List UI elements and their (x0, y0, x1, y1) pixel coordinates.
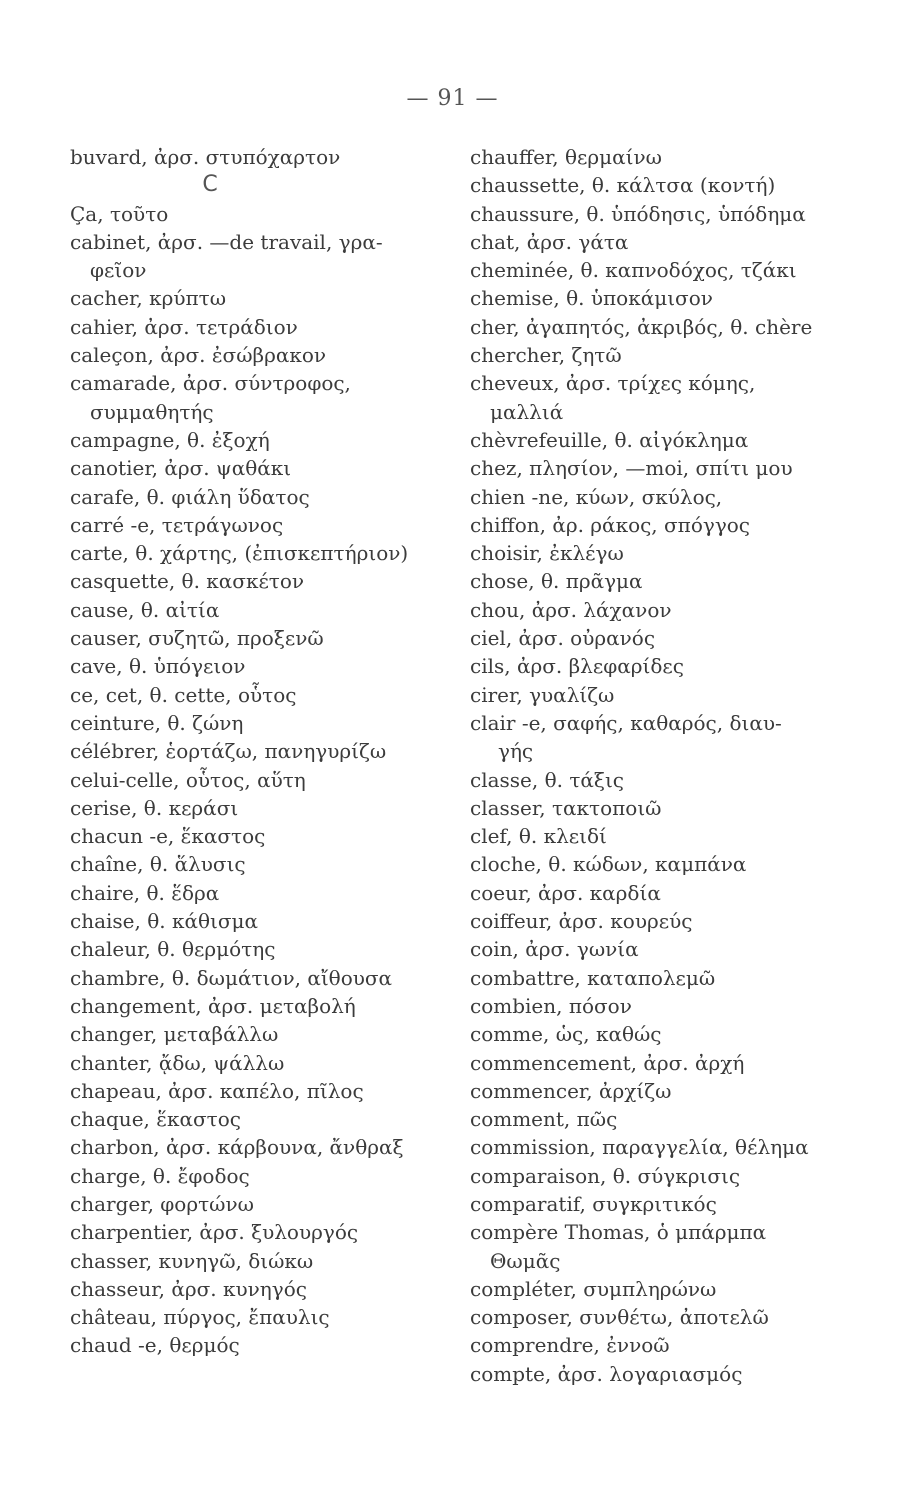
dictionary-entry: comment, πῶς (470, 1107, 618, 1132)
entry-continuation: φεῖον (90, 258, 147, 283)
entry-continuation: συμμαθητής (90, 399, 214, 424)
dictionary-entry: carte, θ. χάρτης, (ἐπισκεπτήριον) (70, 541, 409, 566)
dictionary-entry: classe, θ. τάξις (470, 767, 624, 792)
dictionary-entry: choisir, ἐκλέγω (470, 541, 624, 566)
dictionary-entry: commencer, ἀρχίζω (470, 1078, 672, 1103)
dictionary-entry: commencement, ἀρσ. ἀρχή (470, 1050, 745, 1075)
dictionary-entry: cerise, θ. κεράσι (70, 795, 239, 820)
dictionary-entry: cabinet, ἀρσ. —de travail, γρα- (70, 229, 383, 254)
dictionary-entry: composer, συνθέτω, ἀποτελῶ (470, 1305, 769, 1330)
dictionary-entry: charpentier, ἀρσ. ξυλουργός (70, 1220, 359, 1245)
dictionary-entry: chaîne, θ. ἅλυσις (70, 852, 246, 877)
dictionary-entry: célébrer, ἑορτάζω, πανηγυρίζω (70, 739, 387, 764)
dictionary-entry: buvard, ἀρσ. στυπόχαρτον (70, 145, 341, 169)
entry-continuation: μαλλιά (490, 399, 564, 424)
dictionary-entry: comme, ὡς, καθώς (470, 1022, 662, 1047)
section-letter: C (202, 172, 218, 198)
dictionary-entry: charge, θ. ἔφοδος (70, 1163, 250, 1188)
dictionary-entry: compte, ἀρσ. λογαριασμός (470, 1361, 743, 1386)
dictionary-entry: ce, cet, θ. cette, οὗτος (70, 682, 297, 707)
dictionary-entry: chaire, θ. ἕδρα (70, 880, 220, 905)
right-column (470, 143, 875, 1388)
dictionary-entry: chercher, ζητῶ (470, 343, 622, 368)
dictionary-entry: château, πύργος, ἔπαυλις (70, 1305, 330, 1330)
entry-continuation: γής (498, 739, 534, 764)
dictionary-entry: charbon, ἀρσ. κάρβουνα, ἄνθραξ (70, 1135, 404, 1160)
dictionary-entry: cils, ἀρσ. βλεφαρίδες (470, 654, 684, 679)
left-column (70, 143, 440, 1360)
dictionary-entry: cher, ἀγαπητός, ἀκριβός, θ. chère (470, 314, 813, 339)
dictionary-entry: cause, θ. αἰτία (70, 597, 220, 622)
dictionary-entry: chapeau, ἀρσ. καπέλο, πῖλος (70, 1078, 364, 1103)
dictionary-entry: combien, πόσον (470, 993, 632, 1018)
dictionary-entry: chaud -e, θερμός (70, 1333, 240, 1358)
dictionary-entry: Ça, τοῦτο (70, 201, 169, 226)
dictionary-entry: chaussette, θ. κάλτσα (κοντή) (470, 173, 776, 198)
dictionary-entry: comprendre, ἐννοῶ (470, 1333, 670, 1358)
dictionary-entry: chez, πλησίον, —moi, σπίτι μου (470, 456, 793, 481)
dictionary-entry: cirer, γυαλίζω (470, 682, 615, 707)
dictionary-entry: chaleur, θ. θερμότης (70, 937, 276, 962)
dictionary-entry: charger, φορτώνω (70, 1191, 254, 1216)
dictionary-entry: chaise, θ. κάθισμα (70, 909, 259, 934)
dictionary-entry: chiffon, ἀρ. ράκος, σπόγγος (470, 512, 751, 537)
dictionary-entry: cacher, κρύπτω (70, 286, 227, 311)
dictionary-entry: ciel, ἀρσ. οὐρανός (470, 626, 656, 651)
dictionary-entry: chien -ne, κύων, σκύλος, (470, 484, 723, 509)
dictionary-entry: chambre, θ. δωμάτιον, αἴθουσα (70, 965, 393, 990)
dictionary-entry: chaque, ἕκαστος (70, 1107, 241, 1132)
dictionary-entry: ceinture, θ. ζώνη (70, 710, 244, 735)
dictionary-entry: compère Thomas, ὁ μπάρμπα (470, 1220, 767, 1245)
dictionary-entry: causer, συζητῶ, προξενῶ (70, 626, 324, 651)
dictionary-entry: canotier, ἀρσ. ψαθάκι (70, 456, 292, 481)
page-number: — 91 — (406, 86, 499, 111)
dictionary-entry: chose, θ. πρᾶγμα (470, 569, 643, 594)
dictionary-entry: comparaison, θ. σύγκρισις (470, 1163, 741, 1188)
dictionary-entry: chat, ἀρσ. γάτα (470, 229, 629, 254)
dictionary-entry: combattre, καταπολεμῶ (470, 965, 716, 990)
dictionary-entry: compléter, συμπληρώνω (470, 1276, 717, 1301)
dictionary-entry: celui-celle, οὗτος, αὕτη (70, 767, 306, 792)
dictionary-entry: chou, ἀρσ. λάχανον (470, 597, 672, 622)
dictionary-entry: camarade, ἀρσ. σύντροφος, (70, 371, 351, 396)
dictionary-entry: cloche, θ. κώδων, καμπάνα (470, 852, 747, 877)
dictionary-entry: coiffeur, ἀρσ. κουρεύς (470, 909, 693, 934)
dictionary-entry: chasseur, ἀρσ. κυνηγός (70, 1276, 307, 1301)
dictionary-entry: commission, παραγγελία, θέλημα (470, 1135, 809, 1160)
dictionary-entry: cahier, ἀρσ. τετράδιον (70, 314, 298, 339)
dictionary-entry: cheveux, ἀρσ. τρίχες κόμης, (470, 371, 756, 396)
dictionary-entry: coeur, ἀρσ. καρδία (470, 880, 661, 905)
dictionary-entry: changer, μεταβάλλω (70, 1022, 279, 1047)
dictionary-entry: casquette, θ. κασκέτον (70, 569, 305, 594)
dictionary-entry: clair -e, σαφής, καθαρός, διαυ- (470, 710, 782, 735)
dictionary-entry: chanter, ᾄδω, ψάλλω (70, 1050, 285, 1075)
dictionary-entry: chaussure, θ. ὑπόδησις, ὑπόδημα (470, 201, 806, 226)
dictionary-entry: coin, ἀρσ. γωνία (470, 937, 639, 962)
dictionary-entry: cheminée, θ. καπνοδόχος, τζάκι (470, 258, 797, 283)
dictionary-entry: campagne, θ. ἐξοχή (70, 427, 270, 452)
dictionary-entry: cave, θ. ὑπόγειον (70, 654, 246, 679)
dictionary-entry: carafe, θ. φιάλη ὕδατος (70, 484, 310, 509)
dictionary-entry: comparatif, συγκριτικός (470, 1191, 717, 1216)
dictionary-entry: clef, θ. κλειδί (470, 824, 607, 849)
dictionary-entry: classer, τακτοποιῶ (470, 795, 662, 820)
dictionary-entry: changement, ἀρσ. μεταβολή (70, 993, 356, 1018)
dictionary-entry: chauffer, θερμαίνω (470, 145, 662, 169)
dictionary-entry: chèvrefeuille, θ. αἰγόκλημα (470, 427, 749, 452)
dictionary-entry: carré -e, τετράγωνος (70, 512, 284, 537)
entry-continuation: Θωμᾶς (490, 1248, 561, 1273)
dictionary-entry: chacun -e, ἕκαστος (70, 824, 266, 849)
dictionary-entry: caleçon, ἀρσ. ἐσώβρακον (70, 343, 327, 368)
dictionary-entry: chemise, θ. ὑποκάμισον (470, 286, 713, 311)
dictionary-entry: chasser, κυνηγῶ, διώκω (70, 1248, 314, 1273)
